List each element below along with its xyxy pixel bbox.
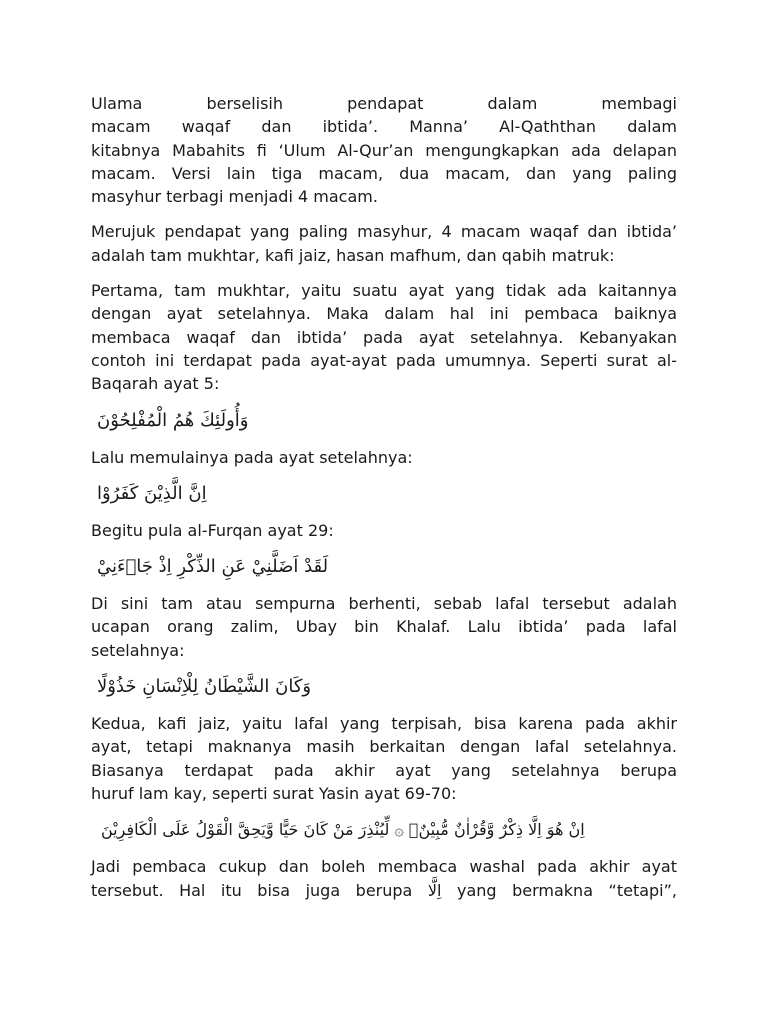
document-page — [91, 92, 677, 914]
text-line: adalah tam mukhtar, kafi jaiz, hasan mafhum, dan qabih matruk: — [91, 245, 615, 265]
text-line: Pertama, tam mukhtar, yaitu suatu ayat yang tidak ada kaitannya — [91, 281, 677, 301]
text-line: Kedua, kafi jaiz, yaitu lafal yang terpisah, bisa karena pada akhir — [91, 714, 677, 734]
paragraph-four-types — [91, 220, 677, 267]
text-line: Baqarah ayat 5: — [91, 374, 220, 394]
arabic-verse-baqarah-6 — [91, 481, 677, 507]
arabic-verse-furqan-29-end — [91, 674, 677, 700]
text-line: dengan ayat setelahnya. Maka dalam hal ini pembaca baiknya — [91, 304, 677, 324]
arabic-text: لَقَدْ اَضَلَّنِيْ عَنِ الذِّكْرِ اِذْ جَاۤءَنِيْ — [97, 556, 329, 578]
arabic-text: وَأُولَئِكَ هُمُ الْمُفْلِحُوْنَ — [97, 409, 249, 431]
arabic-verse-yasin-69-70 — [91, 817, 677, 843]
text-line: kitabnya Mabahits fi ‘Ulum Al-Qur’an mengungkapkan ada delapan — [91, 140, 677, 160]
text-line: Ulama berselisih pendapat dalam membagi — [91, 94, 677, 113]
text-line: tersebut. Hal itu bisa juga berupa اِلَّا yang bermakna “tetapi”, — [91, 880, 677, 900]
text-line: Jadi pembaca cukup dan boleh membaca washal pada akhir ayat — [91, 857, 677, 877]
arabic-text: اِنَّ الَّذِيْنَ كَفَرُوْا — [97, 482, 207, 504]
text-line: masyhur terbagi menjadi 4 macam. — [91, 187, 378, 207]
text-line: Begitu pula al-Furqan ayat 29: — [91, 520, 334, 540]
text-line: setelahnya: — [91, 640, 185, 660]
text-line: macam. Versi lain tiga macam, dua macam, dan yang paling — [91, 163, 677, 183]
text-line: ayat, tetapi maknanya masih berkaitan dengan lafal setelahnya. — [91, 737, 677, 757]
text-line: Biasanya terdapat pada akhir ayat yang setelahnya berupa — [91, 760, 677, 780]
arabic-verse-furqan-29 — [91, 554, 677, 580]
text-line: Merujuk pendapat yang paling masyhur, 4 macam waqaf dan ibtida’ — [91, 222, 677, 242]
text-line: macam waqaf dan ibtida’. Manna’ Al-Qaththan dalam — [91, 117, 677, 137]
paragraph-furqan — [91, 519, 677, 542]
arabic-text: وَكَانَ الشَّيْطَانُ لِلْاِنْسَانِ خَذُوْلًا — [97, 676, 312, 698]
paragraph-next-verse — [91, 446, 677, 469]
arabic-verse-baqarah-5 — [91, 408, 677, 434]
paragraph-kafi-jaiz — [91, 712, 677, 805]
paragraph-washal — [91, 855, 677, 902]
arabic-text: اِنْ هُوَ اِلَّا ذِكْرٌ وَّقُرْاٰنٌ مُّبِيْنٌۙ ۞ لِّيُنْذِرَ مَنْ كَانَ حَيًّا وَّيَحِقَّ الْقَوْلُ عَلَى الْكَافِرِيْنَ — [101, 820, 585, 840]
text-line: ucapan orang zalim, Ubay bin Khalaf. Lalu ibtida’ pada lafal — [91, 617, 677, 637]
paragraph-explanation — [91, 592, 677, 662]
paragraph-tam-mukhtar — [91, 279, 677, 395]
text-line: huruf lam kay, seperti surat Yasin ayat 69-70: — [91, 783, 457, 803]
text-line: membaca waqaf dan ibtida’ pada ayat setelahnya. Kebanyakan — [91, 327, 677, 347]
text-line: contoh ini terdapat pada ayat-ayat pada umumnya. Seperti surat al- — [91, 350, 677, 370]
text-line: Lalu memulainya pada ayat setelahnya: — [91, 447, 413, 467]
text-line: Di sini tam atau sempurna berhenti, sebab lafal tersebut adalah — [91, 594, 677, 614]
paragraph-intro — [91, 92, 677, 208]
